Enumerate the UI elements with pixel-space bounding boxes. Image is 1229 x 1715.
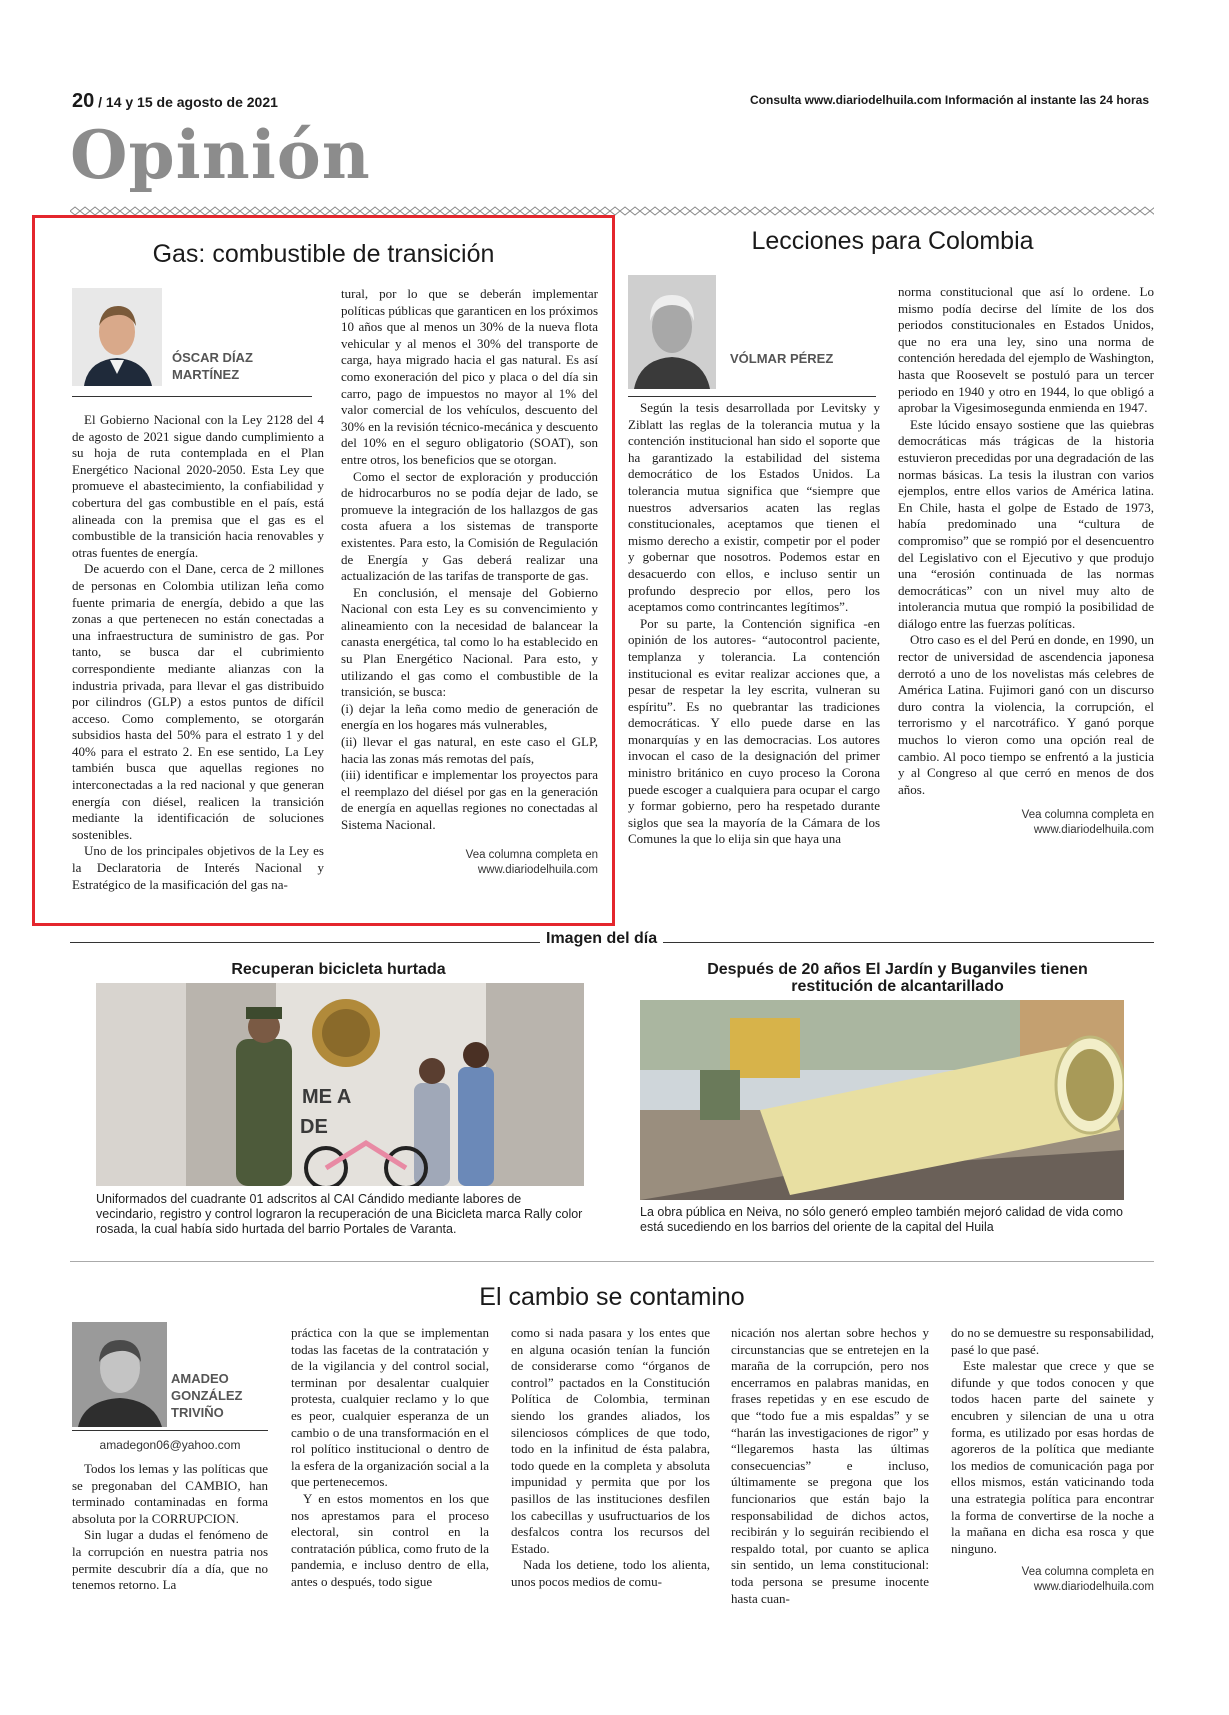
- paragraph: nicación nos alertan sobre hechos y circunstancias que se entretejen en la maraña de la corrupción, pero nos encerramos en palabras manidas, en frases repetidas y en ese escudo de que “todo fue a mis espaldas” y se “harán las investigaciones de rigor” y “llegaremos hasta las últimas consecuencias” e incluso, últimamente se pregona que los funcionarios que están bajo la responsabilidad de dichos actos, recibirán y lo seguirán recibiendo el respaldo total, por cuanto se aplica sin sentido, un lema constitucional: toda persona se presume inocente hasta cuan-: [731, 1325, 929, 1606]
- article1-column-2: [341, 286, 598, 878]
- right-title-line2: restitución de alcantarillado: [791, 978, 1004, 995]
- read-more-text: Vea columna completa en: [1021, 1566, 1154, 1579]
- paragraph: Uno de los principales objetivos de la Ley es la Declaratoria de Interés Nacional y Estratégico de la masificación del gas na-: [72, 843, 324, 892]
- section-title: Opinión: [70, 116, 371, 194]
- read-more-text: Vea columna completa en: [1021, 809, 1154, 822]
- paragraph: Como el sector de exploración y producción de hidrocarburos no se podía dejar de lado, se promueve la integración de los hallazgos de gas costa afuera a los sistemas de transporte existentes. Para esto, la Comisión de Regulación de Energía y Gas deberá realizar una actualización de las tarifas de transporte de gas.: [341, 468, 598, 584]
- right-image-caption: La obra pública en Neiva, no sólo generó empleo también mejoró calidad de vida como está sucediendo en los barrios del oriente de la capital del Huila: [640, 1205, 1123, 1234]
- imagen-dia-label: Imagen del día: [540, 930, 663, 948]
- article1-author: [172, 349, 253, 383]
- wall-sign-text-2: DE: [300, 1116, 328, 1138]
- page-header-left: [72, 90, 278, 113]
- paragraph: Este malestar que crece y que se difunde y que todos conocen y que todos hacen parte del sainete y encubren y silencian de una u otra forma, es utilizado por esas hordas de agoreros de la política que mediante los medios de comunicación paga por ellos mismos, están vaticinando toda una estrategia política para encontrar la forma de convertirse de la noche a la mañana en dicha esa rosca y que ninguno.: [951, 1358, 1154, 1556]
- left-photo: [96, 983, 584, 1186]
- author-photo-oscar: [72, 288, 162, 386]
- paragraph: como si nada pasara y los entes que en alguna ocasión tenían la función de considerarse como “órganos de control” pactados en la Constitución Política de Colombia, terminan siendo los grandes aliados, los silenciosos cómplices de que todo, todo en la infinitud de ésta palabra, todo quede en la completa y absoluta impunidad y permita que por los pasillos de las instituciones desfilen los cabecillas y usufructuarios de los desfalcos contra los recursos del Estado.: [511, 1325, 710, 1556]
- author-rule: [72, 1430, 268, 1431]
- author-name-line2: GONZÁLEZ: [171, 1388, 243, 1403]
- read-more-text: Vea columna completa en: [465, 848, 598, 861]
- paragraph: Sin lugar a dudas el fenómeno de la corrupción en nuestra patria nos permite descubrir día a día, que no tenemos retorno. La: [72, 1527, 268, 1593]
- paragraph: práctica con la que se implementan todas las facetas de la contratación y de la vigilancia y del control social, terminan por desalentar cualquier protesta, cualquier reclamo y lo que es peor, cualquier esperanza de un cambio o de una transformación en el rol político institucional o dentro de la esfera de la organización social a la que pertenecemos.: [291, 1325, 489, 1490]
- left-image-title: Recuperan bicicleta hurtada: [231, 961, 446, 978]
- list-item: (iii) identificar e implementar los proyectos para el reemplazo del diésel por gas en la generación de energía en aquellas regiones no conectadas al Sistema Nacional.: [341, 767, 598, 832]
- bottom-section-rule: [70, 1261, 1154, 1262]
- left-image-caption: Uniformados del cuadrante 01 adscritos al CAI Cándido mediante labores de vecindario, registro y control lograron la recuperación de una Bicicleta marca Rally color rosada, la cual había sido hurtada del barrio Portales de Varanta.: [96, 1192, 583, 1236]
- author-portrait-icon: [628, 275, 716, 389]
- article1-title: Gas: combustible de transición: [152, 240, 495, 268]
- article1-column-1: [72, 412, 324, 893]
- author-photo-volmar: [628, 275, 716, 389]
- author-name-line1: ÓSCAR DÍAZ: [172, 350, 253, 365]
- article2-column-1: [628, 400, 880, 848]
- article3-author: [171, 1370, 243, 1421]
- read-more: [898, 808, 1154, 838]
- list-item: (ii) llevar el gas natural, en este caso el GLP, hacia las zonas más remotas del país,: [341, 734, 598, 766]
- right-photo: [640, 1000, 1124, 1200]
- article3-column-4: [731, 1325, 929, 1607]
- read-more-link[interactable]: www.diariodelhuila.com: [1033, 1581, 1154, 1594]
- paragraph: do no se demuestre su responsabilidad, pasé lo que pasé.: [951, 1325, 1154, 1357]
- article3-title: El cambio se contamino: [479, 1283, 745, 1311]
- article3-column-3: [511, 1325, 710, 1591]
- right-image-title: [640, 961, 1155, 995]
- paragraph: Por su parte, la Contención significa -en opinión de los autores- “autocontrol paciente, templanza y tolerancia. La contención institucional es evitar realizar acciones que, a pesar de respetar la ley escrita, vulneran su espíritu”. Es no quebrantar las tradiciones democráticas. Y ello puede darse en las monarquías y en las democracias. Los autores invocan el caso de la designación del primer ministro británico en cuyo proceso la Corona puede escoger a cualquiera para ocupar el cargo y formar gobierno, pero ha respetado durante siglos que sea la mayoría de la Cámara de los Comunes la que lo elija sin que haya una: [628, 615, 880, 847]
- paragraph: tural, por lo que se deberán implementar políticas públicas que garanticen en los próximos 10 años que al menos un 30% de la nueva flota vehicular y al menos el 30% del transporte de carga, haya migrado hacia el gas natural. Es así como exoneración del pico y placa o del día sin carro, pago de impuestos no mayor al 1% del valor comercial de los vehículos, descuento del 30% en la revisión técnico-mecánica y descuento del 10% en el seguro obligatorio (SOAT), son entre otros, los beneficios que se otorgan.: [341, 286, 598, 467]
- author-rule: [628, 396, 876, 397]
- article2-author: VÓLMAR PÉREZ: [730, 351, 834, 366]
- author-portrait-icon: [72, 288, 162, 386]
- author-rule: [72, 396, 312, 397]
- paragraph: De acuerdo con el Dane, cerca de 2 millones de personas en Colombia utilizan leña como fuente primaria de energía, debido a que las zonas a que pertenecen no están conectadas a una infraestructura de suministro de gas. Por tanto, se busca dar el cubrimiento correspondiente mediante alianzas con la industria privada, para llevar el gas distribuido por cilindros (GLP) a estos puntos de difícil acceso. Como complemento, se otorgarán subsidios hasta del 50% para el estrato 1 y del 40% para el estrato 2. En ese sentido, La Ley también busca que aquellas regiones no interconectadas a la red nacional y que generan energía con diésel, realicen la transición mediante la identificación de soluciones sostenibles.: [72, 561, 324, 842]
- read-more-link[interactable]: www.diariodelhuila.com: [477, 863, 598, 876]
- page-date: 14 y 15 de agosto de 2021: [105, 94, 278, 110]
- police-bicycle-photo: [96, 983, 584, 1186]
- article2-title: Lecciones para Colombia: [751, 227, 1034, 255]
- author-name-line1: AMADEO: [171, 1371, 229, 1386]
- paragraph: norma constitucional que así lo ordene. Lo mismo podía decirse del límite de los dos periodos constitucionales en Estados Unidos, que no era una ley, sino una norma de contención heredada del ejemplo de Washington, hasta que Roosevelt se postuló para un tercer periodo en 1940 y otro en 1944, lo que obligó a aprobar la Vigesimosegunda enmienda en 1947.: [898, 284, 1154, 416]
- article3-column-1: [72, 1461, 268, 1594]
- article3-column-5: [951, 1325, 1154, 1595]
- header-consulta: Consulta www.diariodelhuila.com Información al instante las 24 horas: [750, 93, 1149, 107]
- author-name-line2: MARTÍNEZ: [172, 367, 240, 382]
- list-item: (i) dejar la leña como medio de generación de energía en los hogares más vulnerables,: [341, 700, 598, 733]
- read-more-link[interactable]: www.diariodelhuila.com: [1033, 824, 1154, 837]
- paragraph: El Gobierno Nacional con la Ley 2128 del 4 de agosto de 2021 sigue dando cumplimiento a su hoja de ruta contemplada en el Plan Energético Nacional 2020-2050. Esta Ley que promueve el abastecimiento, la confiabilidad y cobertura del gas combustible en el país, está alineada con la premisa que el gas es el combustible de la transición hacia renovables y otras fuentes de energía.: [72, 412, 324, 560]
- paragraph: Y en estos momentos en los que nos aprestamos para el proceso electoral, sin control en la contratación pública, como fruto de la pandemia, e incluso dentro de ella, antes o después, todo sigue: [291, 1490, 489, 1589]
- sewer-pipe-photo: [640, 1000, 1124, 1200]
- author-photo-amadeo: [72, 1322, 167, 1427]
- wall-sign-text: ME A: [302, 1086, 352, 1108]
- read-more: [341, 848, 598, 878]
- paragraph: Según la tesis desarrollada por Levitsky y Ziblatt las reglas de la tolerancia mutua y la contención institucional han sido el soporte que ha garantizado la estabilidad del sistema democrático de los Estados Unidos. La tolerancia mutua significa que “siempre que nuestros adversarios acaten las reglas constitucionales, aceptamos que tienen el mismo derecho a existir, competir por el poder y gobernar que nosotros. Podemos estar en desacuerdo con ellos, e incluso sentir un profundo desprecio por ellos, pero los aceptamos como contrincantes legítimos”.: [628, 400, 880, 615]
- page-number: 20: [72, 90, 95, 112]
- paragraph: Otro caso es el del Perú en donde, en 1990, un rector de universidad de ascendencia japonesa derrotó a uno de los novelistas más celebres de América Latina. Fujimori ganó con un discurso duro contra la violencia, la corrupción, el terrorismo y el narcotráfico. Y ganó porque muchos lo vieron como una opción real de cambio. Al poco tiempo se enfrentó a la justicia y al Congreso al que cerró en menos de dos años.: [898, 632, 1154, 797]
- header-separator: /: [98, 94, 106, 110]
- read-more: [951, 1565, 1154, 1595]
- paragraph: Este lúcido ensayo sostiene que las quiebras democráticas más trágicas de la historia estuvieron precedidas por una degradación de las normas básicas. La tesis la ilustran con varios ejemplos, entre ellos varios de América latina. En Chile, hasta el golpe de Estado de 1973, había predominado una “cultura de compromiso” que se rompió por el desencuentro del Legislativo con el Ejecutivo y que produjo una “erosión continuada de las normas democráticas” con un nivel muy alto de intolerancia mutua que rompió la posibilidad de diálogo entre las fuerzas políticas.: [898, 416, 1154, 631]
- author-email[interactable]: amadegon06@yahoo.com: [99, 1438, 241, 1452]
- right-title-line1: Después de 20 años El Jardín y Buganviles tienen: [707, 961, 1088, 978]
- article2-column-2: [898, 284, 1154, 838]
- author-portrait-icon: [72, 1322, 167, 1427]
- paragraph: Todos los lemas y las políticas que se pregonaban del CAMBIO, han terminado contaminadas en forma absoluta por la CORRUPCION.: [72, 1461, 268, 1526]
- article3-column-2: [291, 1325, 489, 1591]
- author-name-line3: TRIVIÑO: [171, 1405, 224, 1420]
- paragraph: Nada los detiene, todo los alienta, unos pocos medios de comu-: [511, 1557, 710, 1589]
- paragraph: En conclusión, el mensaje del Gobierno Nacional con esta Ley es su convencimiento y alineamiento con la necesidad de balancear la canasta energética, tal como lo ha establecido en su Plan Energético Nacional. Para esto, y utilizando el gas como el combustible de la transición, se busca:: [341, 584, 598, 700]
